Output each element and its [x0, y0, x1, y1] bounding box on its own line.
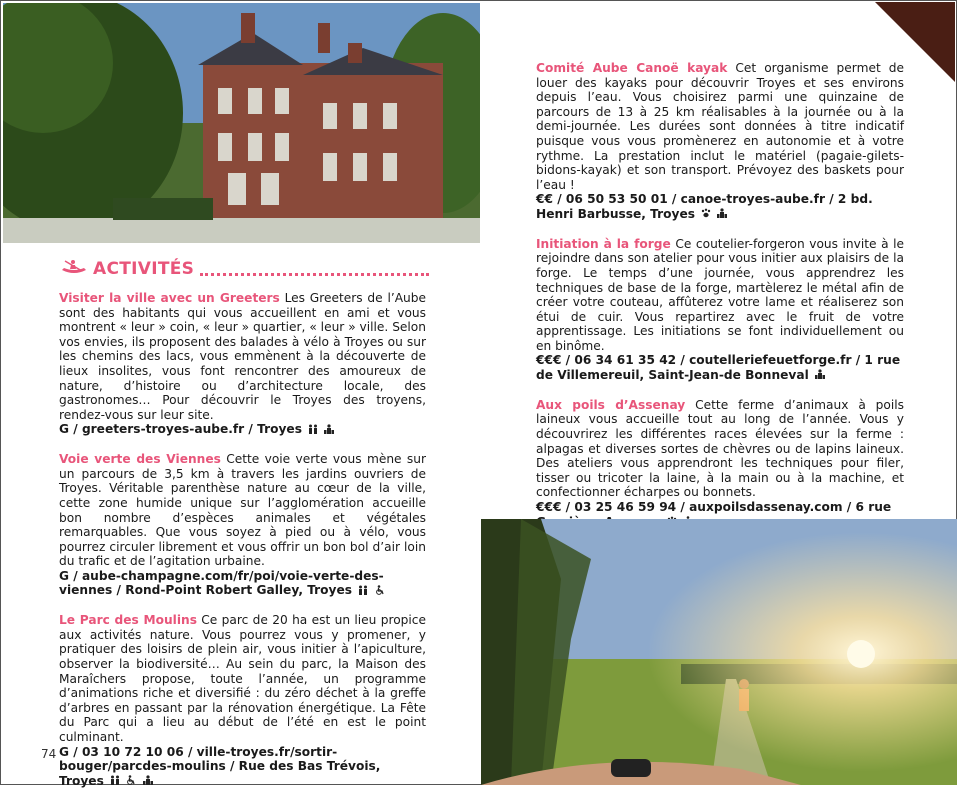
- entry-text: Cette voie verte vous mène sur un parcours de 3,5 km à travers les jardins ouvriers de Troyes. Véritable parenthèse nature au cœur de la ville, cette zone humide unique sur l’agglomération accueille bon nombre d’espèces animales et végétales remarquables. Que vous soyez à pied ou à vélo, vous pourrez circuler librement et vous offrir un bon bol d’air loin du trafic et de l’agitation urbaine.: [59, 452, 426, 569]
- canoe-icon: [61, 259, 87, 279]
- family-icon: [358, 584, 368, 599]
- chateau-photo: [3, 3, 480, 243]
- entry-title: Initiation à la forge: [536, 236, 671, 251]
- left-column: [59, 291, 426, 804]
- entry-info: [59, 422, 426, 437]
- entry-info: [536, 353, 904, 382]
- wheelchair-icon: [375, 584, 385, 599]
- group-icon: [143, 774, 153, 789]
- section-header: [59, 256, 429, 282]
- right-column: [536, 61, 904, 544]
- family-icon: [110, 774, 120, 789]
- entry-info: [59, 745, 426, 789]
- page-number: 74: [41, 747, 57, 761]
- entry-title: Comité Aube Canoë kayak: [536, 61, 728, 75]
- pet-icon: [701, 207, 711, 222]
- entry-title: Aux poils d’Assenay: [536, 397, 686, 412]
- dotted-rule: [200, 263, 429, 276]
- entry-greeters: [59, 291, 426, 437]
- entry-info: [59, 569, 426, 598]
- entry-forge: [536, 237, 904, 383]
- entry-text: Cet organisme permet de louer des kayaks pour découvrir Troyes et ses environs depuis l’eau. Vous choisirez parmi une quinzaine de parcours de 13 à 25 km réalisables à la journée ou à la demi-journée. Les durées sont données à titre indicatif puisque vous vous promènerez en autonomie et à votre rythme. La prestation inclut le matériel (pagaie-gilets-bidons-kayak) et son transport. Prévoyez des baskets pour l’eau !: [536, 61, 905, 192]
- entry-info-text: G / greeters-troyes-aube.fr / Troyes: [59, 422, 302, 437]
- entry-info-text: €€€ / 03 25 46 59 94 / auxpoilsdassenay.com / 6 rue: [536, 500, 892, 515]
- entry-parc-moulins: [59, 613, 426, 788]
- entry-title: Visiter la ville avec un Greeters: [59, 291, 280, 305]
- group-icon: [717, 207, 727, 222]
- entry-info-text: €€€ / 06 34 61 35 42 / coutelleriefeuetforge.fr / 1 rue de Villemereuil, Saint-Jean-de Bonneval: [536, 353, 901, 383]
- family-icon: [308, 423, 318, 438]
- entry-voie-verte: [59, 452, 426, 598]
- entry-text: Ce parc de 20 ha est un lieu propice aux activités nature. Vous pourrez vous y promener, y pratiquer des loisirs de plein air, vous initier à l’apiculture, observer la biodiversité… Au sein du parc, la Maison des Maraîchers propose, toute l’année, un programme d’animations riche et diversifié : du zéro déchet à la greffe d’arbres en passant par la rénovation énergétique. La Fête du Parc qui a lieu au début de l’été en est le point culminant.: [59, 613, 426, 745]
- entry-aux-poils: [536, 398, 904, 530]
- entry-text: Cette ferme d’animaux à poils laineux vous accueille tout au long de l’année. Vous y découvrirez les différentes races élevées sur la ferme : alpagas et diverses sortes de chèvres ou de lapins laineux. Des ateliers vous apprendront les techniques pour filer, tisser ou tricoter la laine, à la main ou à la machine, et confectionner écharpes ou bonnets.: [536, 397, 904, 500]
- entry-info-text: €€ / 06 50 53 50 01 / canoe-troyes-aube.fr / 2 bd. Henri Barbusse, Troyes: [536, 192, 873, 221]
- group-icon: [815, 368, 825, 383]
- section-title: ACTIVITÉS: [93, 259, 195, 279]
- cycling-field-photo: [481, 519, 957, 785]
- entry-text: Ce coutelier-forgeron vous invite à le rejoindre dans son atelier pour vous initier aux plaisirs de la forge. Le temps d’une journée, vous apprendrez les techniques de base de la forge, martèlerez le métal afin de créer votre couteau, affûterez votre lame et réaliserez son étui de cuir. Vous repartirez avec le fruit de votre apprentissage. Les initiations se font individuellement ou en binôme.: [536, 236, 905, 353]
- entry-text: Les Greeters de l’Aube sont des habitants qui vous accueillent en ami et vous montrent « leur » coin, « leur » quartier, « leur » ville. Selon vos envies, ils proposent des balades à vélo à Troyes ou sur les chemins des lacs, vous emmènent à la découverte de lieux insolites, vous font rencontrer des amoureux de nature, d’histoire ou d’architecture locale, des gastronomes… Pour découvrir le Troyes des troyens, rendez-vous sur leur site.: [59, 291, 427, 422]
- group-icon: [324, 423, 334, 438]
- entry-title: Le Parc des Moulins: [59, 613, 197, 628]
- entry-title: Voie verte des Viennes: [59, 452, 221, 467]
- entry-info-text: G / aube-champagne.com/fr/poi/voie-verte-des-viennes / Rond-Point Robert Galley, Troyes: [59, 568, 384, 598]
- entry-info-text: G / 03 10 72 10 06 / ville-troyes.fr/sortir-bouger/parcdes-moulins / Rue des Bas Trévois, Troyes: [59, 744, 381, 788]
- entry-canoe-kayak: [536, 61, 904, 222]
- entry-info: [536, 192, 904, 221]
- wheelchair-icon: [126, 774, 136, 789]
